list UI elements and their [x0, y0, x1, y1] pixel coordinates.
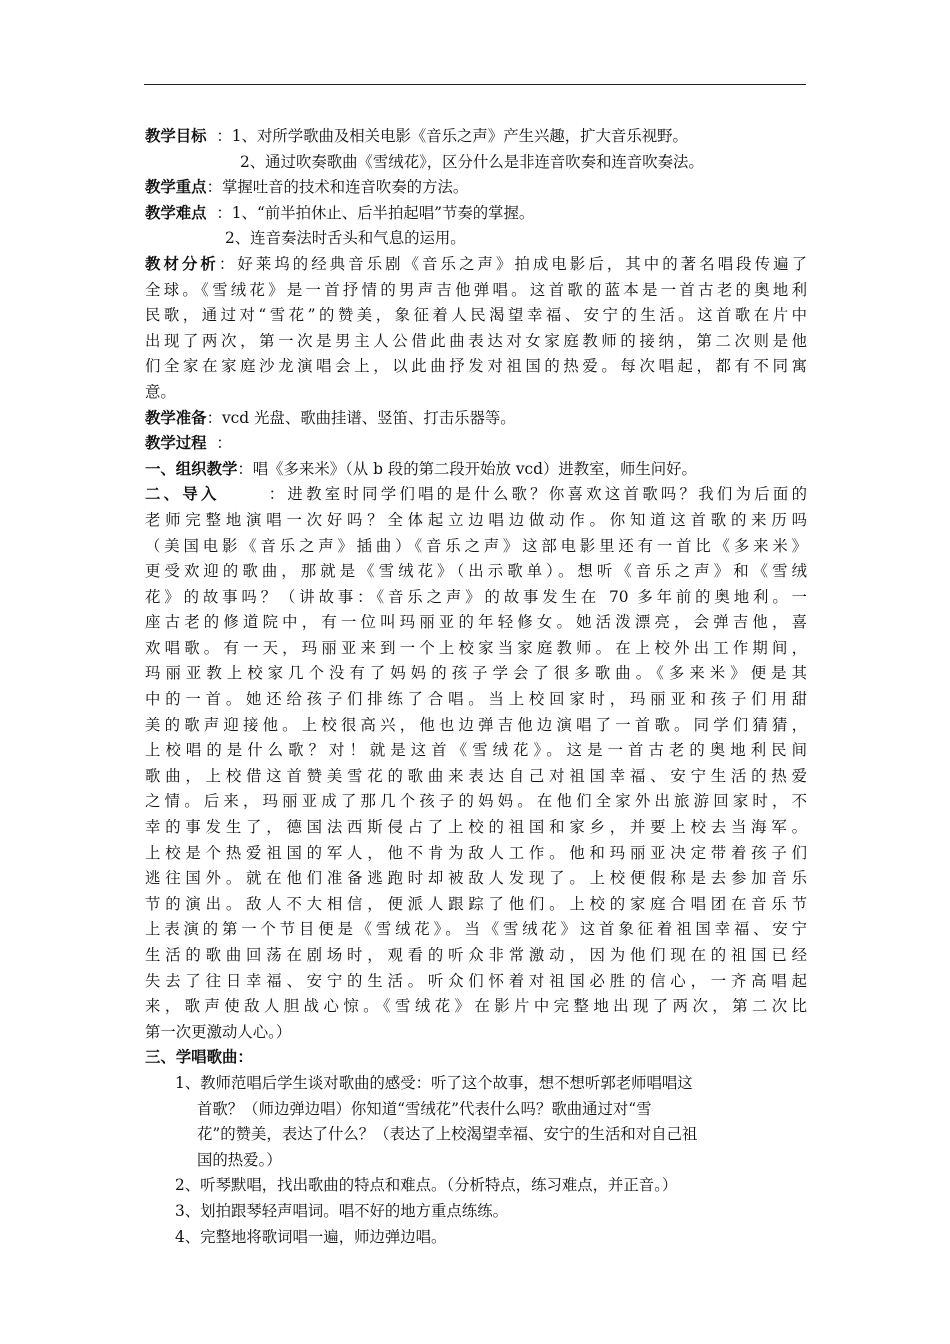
analysis-line: 全球。《雪绒花》是一首抒情的男声吉他弹唱。这首歌的蓝本是一首古老的奥地利 — [145, 280, 807, 299]
goals-sep: ： — [206, 127, 232, 145]
step2-sep: ： — [219, 485, 288, 504]
step3-item: 3、划拍跟琴轻声唱词。唱不好的地方重点练练。 — [175, 1201, 508, 1220]
analysis-line: 出现了两次，第一次是男主人公借此曲表达对女家庭教师的接纳，第二次则是他 — [145, 331, 807, 350]
step2-line: 幸的事发生了，德国法西斯侵占了上校的祖国和家乡，并要上校去当海军。 — [145, 818, 807, 837]
step3-item: 1、教师范唱后学生谈对歌曲的感受：听了这个故事，想不想听郭老师唱唱这 — [175, 1073, 693, 1092]
analysis-line: 们全家在家庭沙龙演唱会上，以此曲抒发对祖国的热爱。每次唱起，都有不同寓 — [145, 357, 807, 376]
step1-text: 唱《多来米》（从 b 段的第二段开始放 vcd）进教室，师生问好。 — [252, 459, 697, 478]
prep-row — [145, 406, 807, 432]
step1-sep: ： — [237, 459, 253, 478]
focus-sep: ： — [206, 178, 222, 197]
goals-row — [145, 124, 807, 150]
step2-line: 生活的歌曲回荡在剧场时，观看的听众非常激动，因为他们现在的祖国已经 — [145, 946, 807, 964]
lesson-plan-document — [145, 124, 807, 1250]
difficulty-label: 教学难点 — [145, 203, 207, 222]
step3-item: 2、听琴默唱，找出歌曲的特点和难点。（分析特点，练习难点，并正音。） — [175, 1176, 678, 1195]
analysis-line: 好莱坞的经典音乐剧《音乐之声》拍成电影后，其中的著名唱段传遍了 — [237, 254, 807, 273]
prep-sep: ： — [206, 408, 222, 427]
step2-line: 来，歌声使敌人胆战心惊。《雪绒花》在影片中完整地出现了两次，第二次比 — [145, 997, 807, 1016]
step2-line: 上校是个热爱祖国的军人，他不肯为敌人工作。他和玛丽亚决定带着孩子们 — [145, 843, 807, 862]
step3-label: 三、学唱歌曲： — [145, 1048, 253, 1067]
goals-item-2: 2、通过吹奏歌曲《雪绒花》，区分什么是非连音吹奏和连音吹奏法。 — [240, 152, 704, 171]
step2-line: 玛丽亚教上校家几个没有了妈妈的孩子学会了很多歌曲。《多来米》便是其 — [145, 664, 807, 683]
prep-text: vcd 光盘、歌曲挂谱、竖笛、打击乐器等。 — [221, 408, 516, 427]
step1-row — [145, 457, 807, 483]
process-label: 教学过程 — [145, 434, 207, 453]
step2-row — [145, 482, 807, 508]
step3-item: 首歌？（师边弹边唱）你知道“雪绒花”代表什么吗？歌曲通过对“雪 — [197, 1099, 652, 1118]
step2-line: 上校唱的是什么歌？对！就是这首《雪绒花》。这是一首古老的奥地利民间 — [145, 741, 807, 760]
step2-line: 逃往国外。就在他们准备逃跑时却被敌人发现了。上校便假称是去参加音乐 — [145, 869, 807, 888]
step3-item: 花”的赞美，表达了什么？（表达了上校渴望幸福、安宁的生活和对自己祖 — [197, 1125, 698, 1144]
analysis-sep: ： — [218, 254, 238, 273]
step2-line: 歌曲，上校借这首赞美雪花的歌曲来表达自己对祖国幸福、安宁生活的热爱 — [145, 766, 807, 785]
step2-first-line: 进教室时同学们唱的是什么歌？你喜欢这首歌吗？我们为后面的 — [287, 485, 807, 504]
analysis-line: 民歌，通过对“雪花”的赞美，象征着人民渴望幸福、安宁的生活。这首歌在片中 — [145, 306, 807, 325]
step2-line: 节的演出。敌人不大相信，便派人跟踪了他们。上校的家庭合唱团在音乐节 — [145, 894, 807, 913]
prep-label: 教学准备 — [145, 408, 207, 427]
focus-text: 掌握吐音的技术和连音吹奏的方法。 — [221, 178, 469, 197]
process-row — [145, 431, 807, 457]
step2-line: （美国电影《音乐之声》插曲）《音乐之声》这部电影里还有一首比《多来米》 — [145, 536, 807, 555]
step2-line: 花》的故事吗？（讲故事：《音乐之声》的故事发生在 70 多年前的奥地利。一 — [145, 587, 807, 606]
goals-item-1: 1、对所学歌曲及相关电影《音乐之声》产生兴趣，扩大音乐视野。 — [231, 127, 688, 145]
difficulty-item-2: 2、连音奏法时舌头和气息的运用。 — [225, 229, 466, 248]
step2-line: 更受欢迎的歌曲，那就是《雪绒花》（出示歌单）。想听《音乐之声》和《雪绒 — [145, 562, 807, 581]
analysis-line: 意。 — [145, 382, 176, 401]
step2-line: 上表演的第一个节目便是《雪绒花》。当《雪绒花》这首象征着祖国幸福、安宁 — [145, 920, 807, 939]
header-rule — [144, 84, 806, 85]
step2-line: 失去了往日幸福、安宁的生活。听众们怀着对祖国必胜的信心，一齐高唱起 — [145, 971, 807, 990]
analysis-label: 教材分析 — [145, 254, 219, 273]
difficulty-row — [145, 201, 807, 227]
analysis-row — [145, 252, 807, 278]
goals-label: 教学目标 — [145, 127, 207, 145]
step3-item: 4、完整地将歌词唱一遍，师边弹边唱。 — [175, 1227, 447, 1246]
step2-line: 欢唱歌。有一天，玛丽亚来到一个上校家当家庭教师。在上校外出工作期间， — [145, 638, 807, 657]
difficulty-item-1: 1、“前半拍休止、后半拍起唱”节奏的掌握。 — [231, 203, 535, 222]
step2-line: 第一次更激动人心。） — [145, 1022, 292, 1041]
step2-line: 座古老的修道院中，有一位叫玛丽亚的年轻修女。她活泼漂亮，会弹吉他，喜 — [145, 613, 807, 632]
step2-label: 二、导入 — [145, 485, 220, 504]
focus-row — [145, 175, 807, 201]
process-sep: ： — [206, 434, 232, 453]
step2-line: 美的歌声迎接他。上校很高兴，他也边弹吉他边演唱了一首歌。同学们猜猜， — [145, 715, 807, 734]
step2-line: 之情。后来，玛丽亚成了那几个孩子的妈妈。在他们全家外出旅游回家时，不 — [145, 792, 807, 811]
step2-line: 中的一首。她还给孩子们排练了合唱。当上校回家时，玛丽亚和孩子们用甜 — [145, 690, 807, 709]
difficulty-sep: ： — [206, 203, 232, 222]
step3-item: 国的热爱。） — [197, 1150, 282, 1169]
focus-label: 教学重点 — [145, 178, 207, 197]
step2-line: 老师完整地演唱一次好吗？全体起立边唱边做动作。你知道这首歌的来历吗 — [145, 510, 807, 529]
step1-label: 一、组织教学 — [145, 459, 238, 478]
